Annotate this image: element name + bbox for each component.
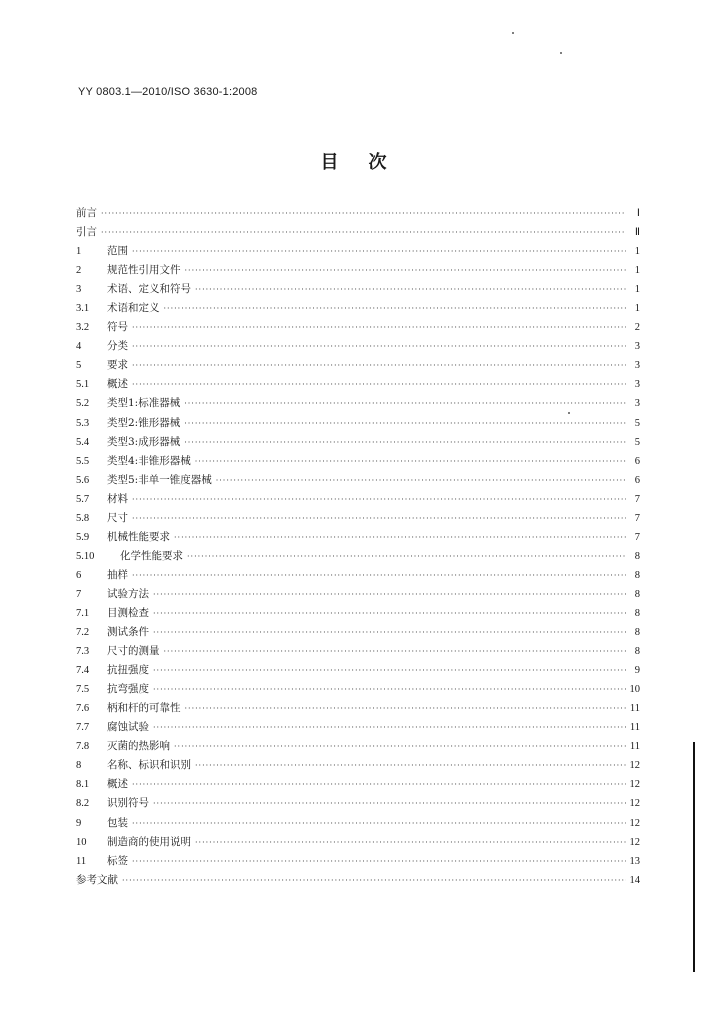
toc-entry-page: 2: [634, 322, 640, 334]
toc-leader-dots: [132, 852, 626, 871]
toc-entry-number: 7.2: [76, 627, 90, 639]
toc-entry-number: 11: [76, 855, 87, 867]
toc-entry-label: 机械性能要求: [107, 530, 170, 543]
toc-entry-number: 5.4: [76, 436, 90, 448]
toc-entry: [76, 585, 640, 604]
toc-entry-page: 8: [634, 550, 640, 562]
toc-leader-dots: [122, 871, 626, 890]
toc-entry-label: 抗扭强度: [107, 664, 149, 677]
toc-entry: [76, 471, 640, 490]
toc-entry-number: 3: [76, 284, 82, 296]
toc-entry: [76, 680, 640, 699]
scan-speck: [560, 52, 562, 54]
toc-entry-label: 类型5:非单一锥度器械: [107, 473, 212, 486]
toc-leader-dots: [153, 661, 626, 680]
toc-leader-dots: [101, 223, 626, 242]
toc-entry-page: 10: [629, 684, 640, 696]
toc-entry: [76, 242, 640, 261]
toc-entry: [76, 794, 640, 813]
toc-entry-label: 材料: [107, 492, 128, 505]
toc-entry-number: 5.6: [76, 474, 90, 486]
toc-entry-number: 7.5: [76, 684, 90, 696]
toc-entry-page: 3: [634, 398, 640, 410]
toc-entry-number: 10: [76, 836, 87, 848]
toc-entry-number: 5.3: [76, 417, 90, 429]
toc-leader-dots: [216, 471, 626, 490]
toc-entry-number: 8: [76, 760, 82, 772]
toc-entry-page: 12: [629, 817, 640, 829]
toc-leader-dots: [132, 356, 626, 375]
toc-entry-page: Ⅱ: [634, 227, 640, 239]
toc-entry: [76, 414, 640, 433]
toc-leader-dots: [101, 204, 626, 223]
toc-entry-label: 概述: [107, 378, 128, 391]
toc-entry-number: 5.5: [76, 455, 90, 467]
toc-entry-page: 6: [634, 474, 640, 486]
toc-entry-number: 3.1: [76, 303, 90, 315]
toc-entry-page: 6: [634, 455, 640, 467]
toc-entry-label: 前言: [76, 207, 97, 219]
toc-entry: [76, 356, 640, 375]
toc-entry-page: 3: [634, 360, 640, 372]
toc-entry: [76, 509, 640, 528]
toc-entry-label: 目测检查: [107, 606, 149, 619]
toc-entry-page: 14: [629, 874, 640, 886]
toc-leader-dots: [184, 414, 626, 433]
toc-entry: [76, 737, 640, 756]
toc-entry-number: 5.7: [76, 493, 90, 505]
toc-entry-label: 抽样: [107, 568, 128, 581]
table-of-contents: [76, 204, 640, 890]
toc-entry-page: 8: [634, 588, 640, 600]
toc-entry-page: 11: [629, 703, 640, 715]
toc-entry-page: 9: [634, 665, 640, 677]
toc-entry-page: 3: [634, 341, 640, 353]
toc-entry: [76, 623, 640, 642]
toc-leader-dots: [195, 756, 626, 775]
toc-entry-label: 尺寸: [107, 511, 128, 524]
toc-leader-dots: [164, 642, 627, 661]
toc-leader-dots: [174, 737, 626, 756]
toc-leader-dots: [132, 814, 626, 833]
toc-entry: [76, 642, 640, 661]
toc-entry-label: 术语和定义: [107, 302, 160, 315]
toc-entry-label: 柄和杆的可靠性: [107, 702, 181, 715]
toc-entry-page: 7: [634, 512, 640, 524]
toc-entry-number: 5.8: [76, 512, 90, 524]
toc-entry-number: 4: [76, 341, 82, 353]
toc-leader-dots: [153, 794, 626, 813]
toc-entry-label: 灭菌的热影响: [107, 740, 170, 753]
toc-entry-page: 7: [634, 531, 640, 543]
toc-entry: [76, 490, 640, 509]
toc-leader-dots: [185, 261, 627, 280]
toc-leader-dots: [164, 299, 627, 318]
toc-leader-dots: [184, 394, 626, 413]
toc-entry: [76, 318, 640, 337]
toc-entry-label: 参考文献: [76, 873, 118, 886]
toc-entry: [76, 433, 640, 452]
toc-entry-number: 3.2: [76, 322, 90, 334]
toc-entry: [76, 261, 640, 280]
toc-leader-dots: [185, 699, 626, 718]
toc-entry: [76, 528, 640, 547]
toc-entry-label: 类型4:非锥形器械: [107, 454, 191, 467]
toc-leader-dots: [153, 623, 626, 642]
toc-entry-label: 抗弯强度: [107, 683, 149, 696]
toc-entry: [76, 661, 640, 680]
toc-entry-number: 9: [76, 817, 82, 829]
toc-entry-label: 类型1:标准器械: [107, 397, 181, 410]
toc-entry-label: 概述: [107, 778, 128, 791]
toc-leader-dots: [132, 242, 626, 261]
toc-entry: [76, 699, 640, 718]
toc-entry-page: 12: [629, 798, 640, 810]
toc-entry: [76, 375, 640, 394]
toc-entry-number: 8.2: [76, 798, 90, 810]
toc-entry-label: 试验方法: [107, 587, 149, 600]
toc-entry-label: 范围: [107, 245, 128, 258]
toc-entry-page: 5: [634, 436, 640, 448]
scan-speck: [512, 32, 514, 34]
toc-entry-label: 化学性能要求: [120, 549, 183, 562]
toc-entry-label: 规范性引用文件: [107, 264, 181, 277]
toc-entry: [76, 871, 640, 890]
toc-entry-page: 11: [629, 741, 640, 753]
toc-entry: [76, 204, 640, 223]
toc-leader-dots: [153, 585, 626, 604]
toc-entry-number: 5.9: [76, 531, 90, 543]
toc-entry-number: 5.2: [76, 398, 90, 410]
toc-leader-dots: [132, 775, 626, 794]
page-title: [0, 148, 707, 174]
title-char-1: 目: [320, 152, 339, 173]
toc-entry-page: 12: [629, 760, 640, 772]
toc-entry-page: 11: [629, 722, 640, 734]
toc-leader-dots: [153, 604, 626, 623]
toc-entry: [76, 756, 640, 775]
toc-entry: [76, 280, 640, 299]
toc-entry-number: 7.3: [76, 646, 90, 658]
toc-entry: [76, 452, 640, 471]
toc-entry-page: 3: [634, 379, 640, 391]
toc-entry: [76, 223, 640, 242]
toc-entry-number: 7: [76, 588, 82, 600]
toc-entry-number: 7.6: [76, 703, 90, 715]
toc-entry: [76, 604, 640, 623]
toc-entry-label: 分类: [107, 340, 128, 353]
scan-speck: [568, 412, 570, 414]
toc-entry-number: 7.8: [76, 741, 90, 753]
toc-entry: [76, 775, 640, 794]
toc-entry-number: 2: [76, 265, 82, 277]
toc-entry-page: 5: [634, 417, 640, 429]
toc-entry-label: 类型2:锥形器械: [107, 416, 181, 429]
toc-entry-page: 8: [634, 607, 640, 619]
toc-leader-dots: [132, 337, 626, 356]
toc-entry-number: 7.4: [76, 665, 90, 677]
toc-leader-dots: [132, 318, 626, 337]
toc-entry-label: 类型3:成形器械: [107, 435, 181, 448]
toc-entry-page: 8: [634, 646, 640, 658]
toc-entry-label: 标签: [107, 854, 128, 867]
toc-entry-page: 1: [634, 284, 640, 296]
toc-entry-number: 5.1: [76, 379, 90, 391]
toc-entry: [76, 814, 640, 833]
toc-leader-dots: [132, 509, 626, 528]
toc-entry-label: 腐蚀试验: [107, 721, 149, 734]
toc-entry: [76, 547, 640, 566]
toc-entry-label: 符号: [107, 321, 128, 334]
toc-entry-page: 1: [634, 265, 640, 277]
toc-entry-page: 8: [634, 627, 640, 639]
toc-entry: [76, 337, 640, 356]
toc-leader-dots: [132, 490, 626, 509]
title-char-2: 次: [368, 152, 387, 173]
toc-leader-dots: [195, 833, 626, 852]
toc-entry-page: 13: [629, 855, 640, 867]
toc-entry-page: Ⅰ: [636, 208, 640, 219]
toc-entry: [76, 566, 640, 585]
toc-entry-number: 6: [76, 569, 82, 581]
scan-edge-mark: [693, 742, 695, 972]
toc-entry-label: 名称、标识和识别: [107, 759, 191, 772]
toc-entry-label: 引言: [76, 226, 97, 239]
toc-entry-page: 7: [634, 493, 640, 505]
toc-leader-dots: [187, 547, 626, 566]
toc-leader-dots: [195, 452, 626, 471]
toc-entry-label: 测试条件: [107, 626, 149, 639]
toc-entry-number: 5.10: [76, 550, 95, 562]
toc-entry-page: 12: [629, 836, 640, 848]
toc-entry-number: 5: [76, 360, 82, 372]
toc-entry-number: 8.1: [76, 779, 90, 791]
standard-code: YY 0803.1—2010/ISO 3630-1:2008: [78, 86, 258, 98]
toc-entry-label: 术语、定义和符号: [107, 283, 191, 296]
toc-entry: [76, 718, 640, 737]
toc-leader-dots: [195, 280, 626, 299]
toc-leader-dots: [153, 680, 626, 699]
toc-entry: [76, 394, 640, 413]
toc-leader-dots: [132, 566, 626, 585]
toc-leader-dots: [184, 433, 626, 452]
toc-entry-label: 尺寸的测量: [107, 645, 160, 658]
toc-entry-number: 1: [76, 246, 82, 258]
toc-entry-page: 1: [634, 303, 640, 315]
toc-entry-label: 识别符号: [107, 797, 149, 810]
toc-entry-number: 7.1: [76, 607, 90, 619]
toc-leader-dots: [153, 718, 626, 737]
toc-entry-page: 1: [634, 246, 640, 258]
toc-entry: [76, 833, 640, 852]
toc-entry: [76, 852, 640, 871]
toc-entry-label: 包装: [107, 816, 128, 829]
toc-entry-page: 12: [629, 779, 640, 791]
toc-entry-number: 7.7: [76, 722, 90, 734]
toc-entry-page: 8: [634, 569, 640, 581]
toc-leader-dots: [174, 528, 626, 547]
toc-entry-label: 制造商的使用说明: [107, 835, 191, 848]
toc-leader-dots: [132, 375, 626, 394]
toc-entry-label: 要求: [107, 359, 128, 372]
toc-entry: [76, 299, 640, 318]
